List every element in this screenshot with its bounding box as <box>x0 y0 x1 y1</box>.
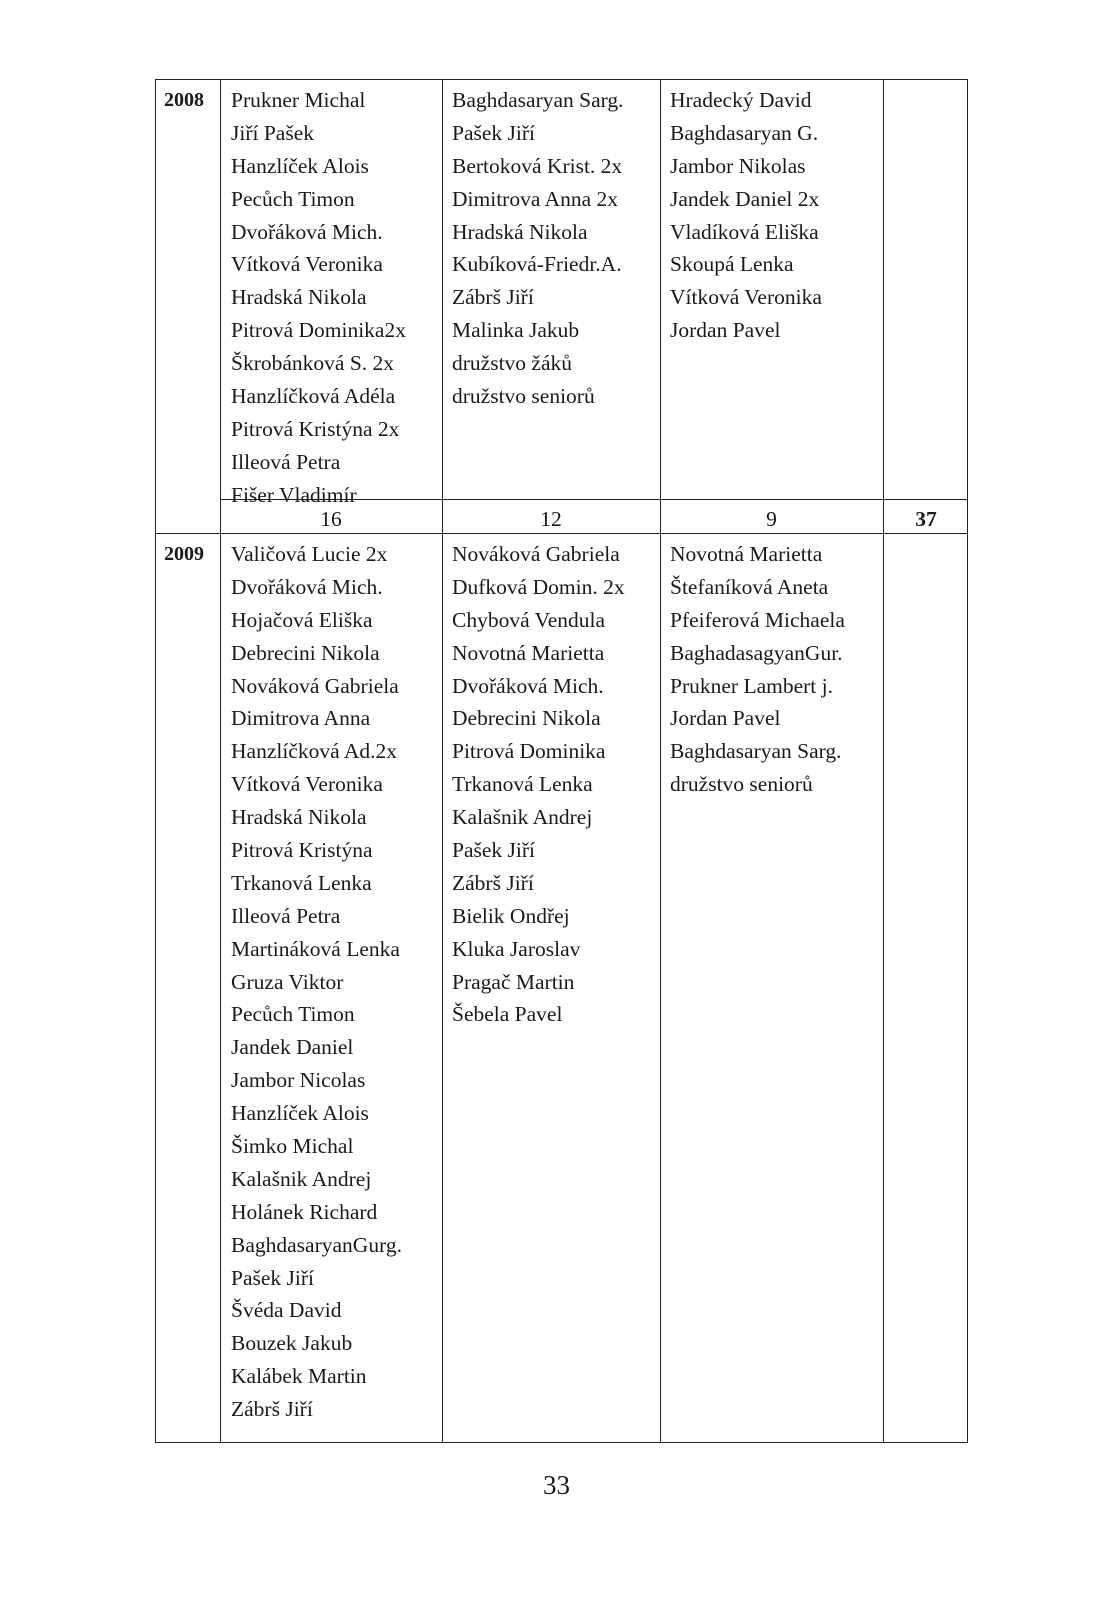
name-entry: Kubíková-Friedr.A. <box>452 252 622 277</box>
name-entry: Pašek Jiří <box>452 838 536 863</box>
name-entry: Zábrš Jiří <box>452 285 534 310</box>
name-entry: Chybová Vendula <box>452 607 606 632</box>
name-entry: Baghdasaryan Sarg. <box>452 88 624 112</box>
name-entry: Zábrš Jiří <box>231 1397 313 1422</box>
name-entry: Zábrš Jiří <box>452 870 534 895</box>
name-entry: Pragač Martin <box>452 969 575 994</box>
name-entry: Prukner Lambert j. <box>670 673 833 698</box>
name-entry: Hradská Nikola <box>231 285 367 310</box>
name-entry: Jandek Daniel <box>231 1035 354 1060</box>
names-2009-col2 <box>452 538 625 1031</box>
name-entry: Jordan Pavel <box>670 318 781 343</box>
count-2008-col2: 12 <box>540 507 562 531</box>
name-entry: BaghadasagyanGur. <box>670 640 843 665</box>
count-2008-col3: 9 <box>766 507 777 531</box>
name-entry: Hradská Nikola <box>231 805 367 830</box>
name-entry: Pecůch Timon <box>231 186 355 211</box>
name-entry: Dufková Domin. 2x <box>452 574 625 599</box>
name-entry: Hanzlíček Alois <box>231 153 369 178</box>
name-entry: BaghdasaryanGurg. <box>231 1232 402 1257</box>
name-entry: Jordan Pavel <box>670 706 781 731</box>
name-entry: Skoupá Lenka <box>670 252 794 277</box>
names-2009-col3 <box>670 538 845 801</box>
name-entry: Hanzlíčková Adéla <box>231 384 396 409</box>
name-entry: Kalábek Martin <box>231 1364 367 1389</box>
name-entry: Bertoková Krist. 2x <box>452 153 623 178</box>
column-divider <box>220 80 221 1442</box>
name-entry: Vladíková Eliška <box>670 219 819 244</box>
name-entry: Vítková Veronika <box>231 252 383 277</box>
name-entry: Dvořáková Mich. <box>231 574 383 599</box>
name-entry: Pašek Jiří <box>231 1265 315 1290</box>
names-2009-col1 <box>231 538 402 1426</box>
name-entry: Hradecký David <box>670 88 812 112</box>
name-entry: družstvo seniorů <box>670 772 813 797</box>
name-entry: Dvořáková Mich. <box>452 673 604 698</box>
name-entry: Bielik Ondřej <box>452 903 570 928</box>
column-divider <box>660 80 661 1442</box>
results-table <box>155 79 968 1443</box>
names-2008-col1 <box>231 84 406 512</box>
name-entry: Illeová Petra <box>231 903 341 928</box>
name-entry: Pitrová Dominika2x <box>231 318 406 343</box>
name-entry: Štefaníková Aneta <box>670 574 829 599</box>
name-entry: Hanzlíčková Ad.2x <box>231 739 397 764</box>
name-entry: Kalašnik Andrej <box>452 805 593 830</box>
name-entry: Gruza Viktor <box>231 969 344 994</box>
name-entry: Nováková Gabriela <box>231 673 399 698</box>
total-2008: 37 <box>915 507 937 531</box>
name-entry: Hanzlíček Alois <box>231 1101 369 1126</box>
year-label-2008: 2008 <box>164 89 204 111</box>
name-entry: Fišer Vladimír <box>231 482 357 507</box>
name-entry: Dimitrova Anna <box>231 706 371 731</box>
name-entry: Jandek Daniel 2x <box>670 186 820 211</box>
name-entry: Jambor Nicolas <box>231 1068 366 1093</box>
name-entry: Pecůch Timon <box>231 1002 355 1027</box>
name-entry: Nováková Gabriela <box>452 542 620 566</box>
name-entry: Kalašnik Andrej <box>231 1166 372 1191</box>
name-entry: Trkanová Lenka <box>452 772 593 797</box>
name-entry: Pitrová Kristýna 2x <box>231 416 400 441</box>
name-entry: Škrobánková S. 2x <box>231 351 395 376</box>
name-entry: Dimitrova Anna 2x <box>452 186 619 211</box>
name-entry: Debrecini Nikola <box>231 640 380 665</box>
name-entry: Vítková Veronika <box>231 772 383 797</box>
column-divider <box>442 80 443 1442</box>
name-entry: Malinka Jakub <box>452 318 580 343</box>
name-entry: Baghdasaryan Sarg. <box>670 739 842 764</box>
name-entry: Vítková Veronika <box>670 285 822 310</box>
name-entry: družstvo seniorů <box>452 384 595 409</box>
name-entry: Holánek Richard <box>231 1199 378 1224</box>
column-divider <box>883 80 884 1442</box>
name-entry: Trkanová Lenka <box>231 870 372 895</box>
name-entry: Baghdasaryan G. <box>670 120 819 145</box>
name-entry: Dvořáková Mich. <box>231 219 383 244</box>
name-entry: Prukner Michal <box>231 88 366 112</box>
names-2008-col3 <box>670 84 822 347</box>
name-entry: Pfeiferová Michaela <box>670 607 845 632</box>
name-entry: Šimko Michal <box>231 1134 354 1159</box>
name-entry: Martináková Lenka <box>231 936 400 961</box>
name-entry: Pašek Jiří <box>452 120 536 145</box>
name-entry: Pitrová Dominika <box>452 739 606 764</box>
name-entry: družstvo žáků <box>452 351 573 376</box>
names-2008-col2 <box>452 84 624 413</box>
year-label-2009: 2009 <box>164 543 204 565</box>
name-entry: Jiří Pašek <box>231 120 315 145</box>
name-entry: Pitrová Kristýna <box>231 838 373 863</box>
name-entry: Debrecini Nikola <box>452 706 601 731</box>
name-entry: Hradská Nikola <box>452 219 588 244</box>
name-entry: Hojačová Eliška <box>231 607 373 632</box>
name-entry: Bouzek Jakub <box>231 1331 353 1356</box>
name-entry: Illeová Petra <box>231 449 341 474</box>
name-entry: Kluka Jaroslav <box>452 936 581 961</box>
name-entry: Šebela Pavel <box>452 1002 563 1027</box>
page-number: 33 <box>543 1470 570 1500</box>
name-entry: Novotná Marietta <box>452 640 605 665</box>
name-entry: Novotná Marietta <box>670 542 823 566</box>
name-entry: Jambor Nikolas <box>670 153 806 178</box>
name-entry: Švéda David <box>231 1298 342 1323</box>
name-entry: Valičová Lucie 2x <box>231 542 388 566</box>
count-2008-col1: 16 <box>320 507 342 531</box>
